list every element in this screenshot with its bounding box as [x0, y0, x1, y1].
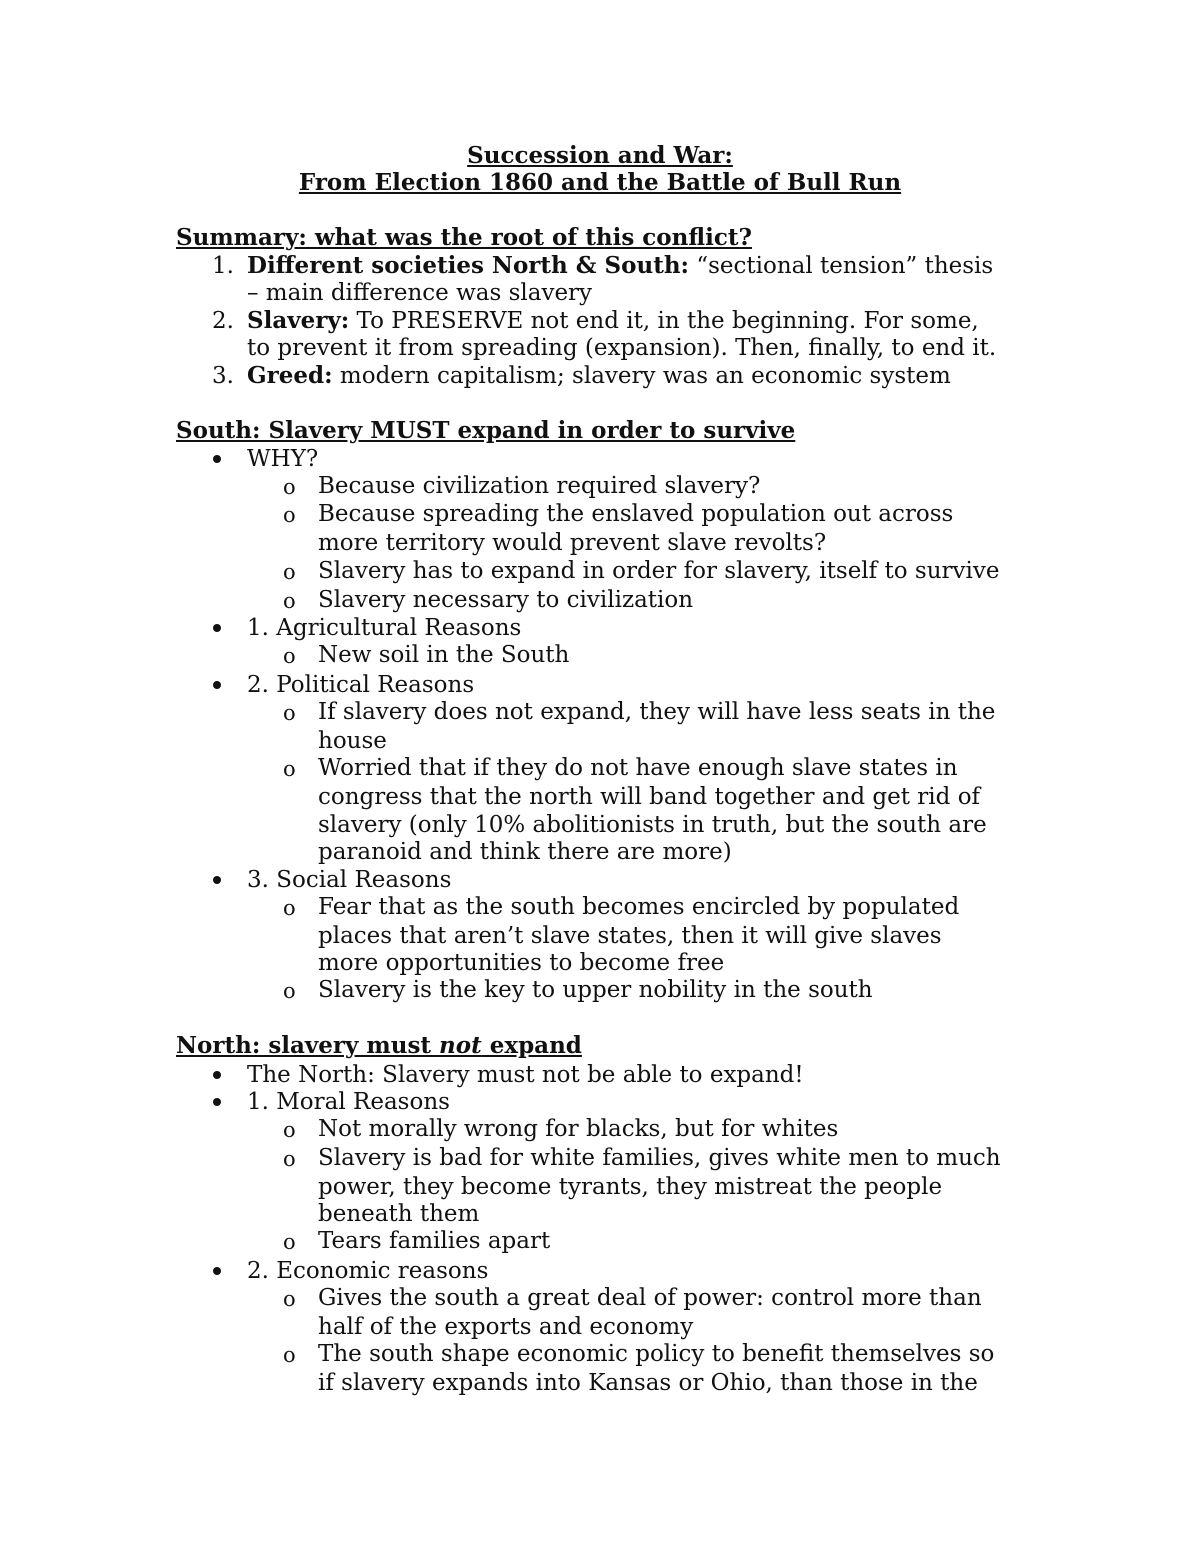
social-item-1-cont-2: more opportunities to become free	[318, 950, 725, 976]
title-line-2: From Election 1860 and the Battle of Bull Run	[298, 169, 902, 196]
summary-number-2: 2.	[212, 308, 234, 334]
circle-moral-1: o	[283, 1118, 296, 1142]
circle-social-1: o	[283, 896, 296, 920]
political-item-1-cont: house	[318, 728, 387, 754]
political-item-1: If slavery does not expand, they will have less seats in the	[318, 699, 996, 725]
north-moral: 1. Moral Reasons	[247, 1089, 450, 1115]
economic-item-2-cont: if slavery expands into Kansas or Ohio, than those in the	[318, 1370, 978, 1396]
circle-social-2: o	[283, 979, 296, 1003]
north-economic: 2. Economic reasons	[247, 1258, 489, 1284]
circle-agri-1: o	[283, 644, 296, 668]
moral-item-3: Tears families apart	[318, 1228, 551, 1254]
why-item-2: Because spreading the enslaved population out across	[318, 501, 954, 527]
circle-why-3: o	[283, 560, 296, 584]
north-heading: North: slavery must not expand	[176, 1032, 582, 1059]
bullet-political	[213, 681, 221, 689]
agricultural-item-1: New soil in the South	[318, 642, 570, 668]
summary-number-1: 1.	[212, 253, 234, 279]
moral-item-2: Slavery is bad for white families, gives white men to much	[318, 1145, 1001, 1171]
circle-econ-1: o	[283, 1287, 296, 1311]
bullet-agricultural	[213, 624, 221, 632]
summary-number-3: 3.	[212, 363, 234, 389]
circle-pol-1: o	[283, 701, 296, 725]
south-political: 2. Political Reasons	[247, 672, 475, 698]
circle-why-2: o	[283, 503, 296, 527]
bullet-economic	[213, 1267, 221, 1275]
circle-moral-3: o	[283, 1230, 296, 1254]
circle-pol-2: o	[283, 757, 296, 781]
social-item-1: Fear that as the south becomes encircled by populated	[318, 894, 960, 920]
south-why: WHY?	[247, 446, 319, 472]
south-heading: South: Slavery MUST expand in order to survive	[176, 417, 796, 444]
summary-item-2-cont: to prevent it from spreading (expansion). Then, finally, to end it.	[247, 335, 997, 361]
south-social: 3. Social Reasons	[247, 867, 452, 893]
circle-why-4: o	[283, 589, 296, 613]
north-intro: The North: Slavery must not be able to expand!	[247, 1062, 804, 1088]
title-line-1: Succession and War:	[467, 142, 733, 169]
summary-heading: Summary: what was the root of this conflict?	[176, 224, 752, 251]
circle-why-1: o	[283, 475, 296, 499]
political-item-2-cont-1: congress that the north will band together and get rid of	[318, 784, 981, 810]
social-item-1-cont-1: places that aren’t slave states, then it will give slaves	[318, 923, 942, 949]
south-agricultural: 1. Agricultural Reasons	[247, 615, 522, 641]
summary-item-1-cont: – main difference was slavery	[247, 280, 593, 306]
circle-econ-2: o	[283, 1343, 296, 1367]
political-item-2-cont-2: slavery (only 10% abolitionists in truth, but the south are	[318, 812, 987, 838]
bullet-moral	[213, 1098, 221, 1106]
political-item-2: Worried that if they do not have enough slave states in	[318, 755, 958, 781]
summary-item-1: Different societies North & South: “sectional tension” thesis	[247, 252, 994, 279]
moral-item-2-cont-1: power, they become tyrants, they mistreat the people	[318, 1174, 943, 1200]
political-item-2-cont-3: paranoid and think there are more)	[318, 839, 732, 865]
social-item-2: Slavery is the key to upper nobility in the south	[318, 977, 873, 1003]
why-item-4: Slavery necessary to civilization	[318, 587, 694, 613]
moral-item-1: Not morally wrong for blacks, but for whites	[318, 1116, 839, 1142]
economic-item-1-cont: half of the exports and economy	[318, 1314, 694, 1340]
summary-item-3: Greed: modern capitalism; slavery was an economic system	[247, 362, 951, 389]
why-item-1: Because civilization required slavery?	[318, 473, 761, 499]
moral-item-2-cont-2: beneath them	[318, 1201, 480, 1227]
summary-item-2: Slavery: To PRESERVE not end it, in the beginning. For some,	[247, 307, 979, 334]
why-item-2-cont: more territory would prevent slave revolts?	[318, 530, 827, 556]
bullet-north-intro	[213, 1071, 221, 1079]
why-item-3: Slavery has to expand in order for slavery, itself to survive	[318, 558, 1000, 584]
economic-item-2: The south shape economic policy to benefit themselves so	[318, 1341, 995, 1367]
bullet-social	[213, 876, 221, 884]
circle-moral-2: o	[283, 1147, 296, 1171]
bullet-why	[213, 455, 221, 463]
economic-item-1: Gives the south a great deal of power: control more than	[318, 1285, 982, 1311]
